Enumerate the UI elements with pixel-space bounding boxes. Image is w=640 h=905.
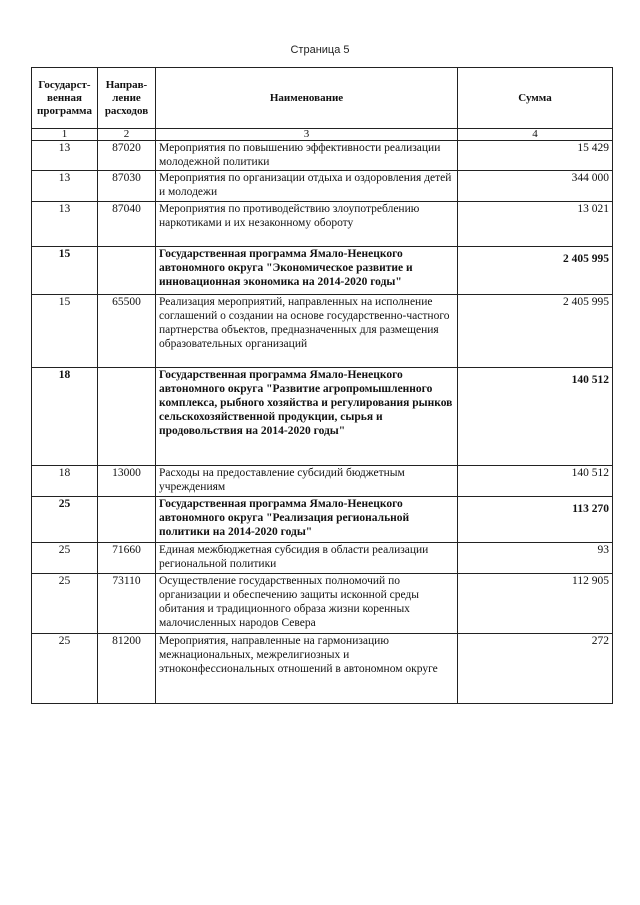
column-number: 1 bbox=[32, 129, 98, 141]
direction-cell: 73110 bbox=[98, 574, 156, 634]
direction-cell bbox=[98, 368, 156, 466]
sum-cell: 344 000 bbox=[458, 171, 613, 202]
name-cell: Единая межбюджетная субсидия в области реализации региональной политики bbox=[156, 543, 458, 574]
table-row bbox=[32, 466, 613, 497]
direction-cell: 81200 bbox=[98, 634, 156, 704]
name-cell: Мероприятия по противодействию злоупотреблению наркотиками и их незаконному обороту bbox=[156, 202, 458, 247]
sum-cell: 272 bbox=[458, 634, 613, 704]
direction-cell bbox=[98, 247, 156, 295]
table-row bbox=[32, 368, 613, 466]
name-cell: Реализация мероприятий, направленных на исполнение соглашений о создании на основе государственно-частного партнерства объектов, предназначенных для размещения образовательных организаций bbox=[156, 295, 458, 368]
column-number: 4 bbox=[458, 129, 613, 141]
column-number: 3 bbox=[156, 129, 458, 141]
header-name: Наименование bbox=[156, 68, 458, 129]
table-row bbox=[32, 295, 613, 368]
sum-cell: 140 512 bbox=[458, 368, 613, 466]
program-cell: 15 bbox=[32, 247, 98, 295]
program-cell: 18 bbox=[32, 466, 98, 497]
name-cell: Государственная программа Ямало-Ненецкого автономного округа "Развитие агропромышленного комплекса, рыбного хозяйства и регулирования рынков сельскохозяйственной продукции, сырья и продовольствия на 2014-2020 годы" bbox=[156, 368, 458, 466]
header-program: Государст-венная программа bbox=[32, 68, 98, 129]
table-row bbox=[32, 202, 613, 247]
direction-cell: 87040 bbox=[98, 202, 156, 247]
sum-cell: 112 905 bbox=[458, 574, 613, 634]
sum-cell: 113 270 bbox=[458, 497, 613, 543]
table-row bbox=[32, 574, 613, 634]
name-cell: Осуществление государственных полномочий по организации и обеспечению защиты исконной среды обитания и традиционного образа жизни коренных малочисленных народов Севера bbox=[156, 574, 458, 634]
program-cell: 18 bbox=[32, 368, 98, 466]
budget-table bbox=[31, 67, 613, 704]
table-row bbox=[32, 634, 613, 704]
program-cell: 25 bbox=[32, 543, 98, 574]
sum-cell: 15 429 bbox=[458, 141, 613, 171]
sum-cell: 93 bbox=[458, 543, 613, 574]
program-cell: 25 bbox=[32, 497, 98, 543]
table-row bbox=[32, 141, 613, 171]
name-cell: Мероприятия, направленные на гармонизацию межнациональных, межрелигиозных и этноконфессиональных отношений в автономном округе bbox=[156, 634, 458, 704]
name-cell: Расходы на предоставление субсидий бюджетным учреждениям bbox=[156, 466, 458, 497]
program-cell: 13 bbox=[32, 202, 98, 247]
sum-cell: 13 021 bbox=[458, 202, 613, 247]
program-cell: 25 bbox=[32, 634, 98, 704]
direction-cell: 13000 bbox=[98, 466, 156, 497]
program-cell: 13 bbox=[32, 171, 98, 202]
name-cell: Мероприятия по организации отдыха и оздоровления детей и молодежи bbox=[156, 171, 458, 202]
page-label: Страница 5 bbox=[290, 44, 350, 56]
name-cell: Государственная программа Ямало-Ненецкого автономного округа "Реализация региональной политики на 2014-2020 годы" bbox=[156, 497, 458, 543]
column-number: 2 bbox=[98, 129, 156, 141]
header-sum: Сумма bbox=[458, 68, 613, 129]
sum-cell: 2 405 995 bbox=[458, 295, 613, 368]
table-row bbox=[32, 171, 613, 202]
name-cell: Государственная программа Ямало-Ненецкого автономного округа "Экономическое развитие и инновационная экономика на 2014-2020 годы" bbox=[156, 247, 458, 295]
table-row bbox=[32, 497, 613, 543]
direction-cell: 71660 bbox=[98, 543, 156, 574]
direction-cell: 65500 bbox=[98, 295, 156, 368]
program-cell: 25 bbox=[32, 574, 98, 634]
direction-cell: 87020 bbox=[98, 141, 156, 171]
table-row bbox=[32, 247, 613, 295]
program-cell: 15 bbox=[32, 295, 98, 368]
direction-cell bbox=[98, 497, 156, 543]
name-cell: Мероприятия по повышению эффективности реализации молодежной политики bbox=[156, 141, 458, 171]
header-direction: Направ-ление расходов bbox=[98, 68, 156, 129]
direction-cell: 87030 bbox=[98, 171, 156, 202]
sum-cell: 2 405 995 bbox=[458, 247, 613, 295]
sum-cell: 140 512 bbox=[458, 466, 613, 497]
program-cell: 13 bbox=[32, 141, 98, 171]
table-row bbox=[32, 543, 613, 574]
